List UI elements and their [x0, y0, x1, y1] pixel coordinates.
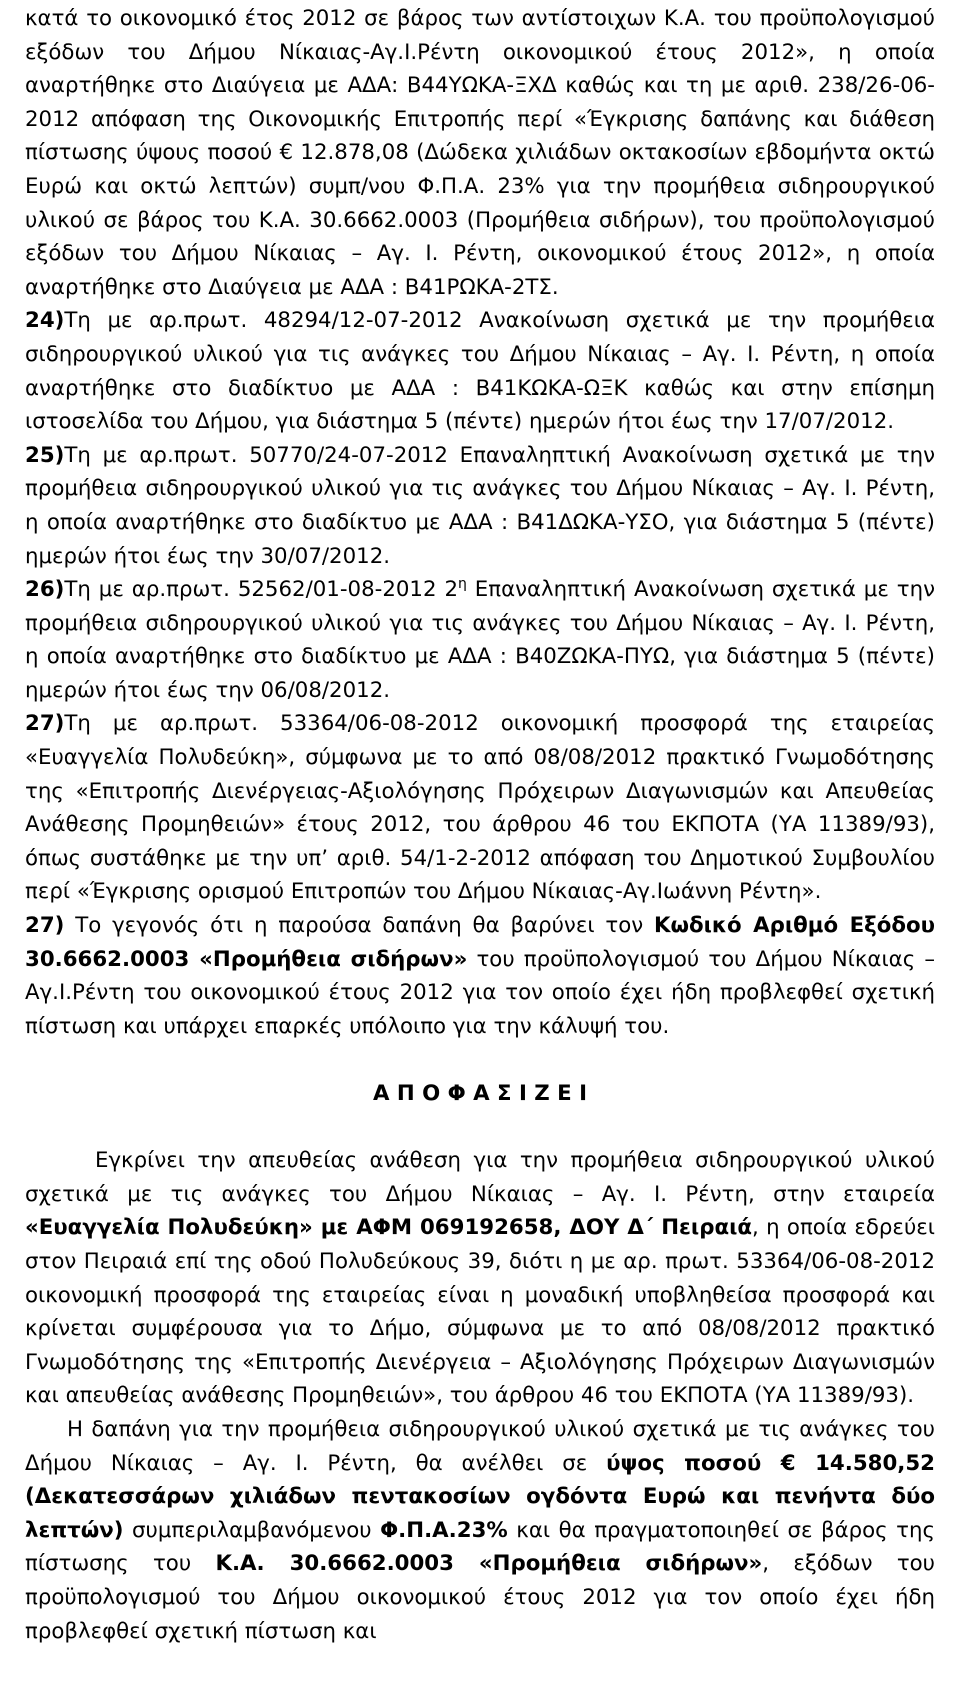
paragraph-intro-text: κατά το οικονομικό έτος 2012 σε βάρος των αντίστοιχων Κ.Α. του προϋπολογισμού εξόδων του Δήμου Νίκαιας-Αγ.Ι.Ρέντη οικονομικού έτους 2012», η οποία αναρτήθηκε στο Διαύγεια με ΑΔΑ: Β44ΥΩΚΑ-ΞΧΔ καθώς και τη με αριθ. 238/26-06-2012 απόφαση της Οικονομικής Επιτροπής περί «Έγκρισης δαπάνης και διάθεση πίστωσης ύψους ποσού € 12.878,08 (Δώδεκα χιλιάδων οκτακοσίων εβδομήντα οκτώ Ευρώ και οκτώ λεπτών) συμπ/νου Φ.Π.Α. 23% για την προμήθεια σιδηρουργικού υλικού σε βάρος του Κ.Α. 30.6662.0003 (Προμήθεια σιδήρων), του προϋπολογισμού εξόδων του Δήμου Νίκαιας – Αγ. Ι. Ρέντη, οικονομικού έτους 2012», η οποία αναρτήθηκε στο Διαύγεια με ΑΔΑ : Β41ΡΩΚΑ-2ΤΣ.	[25, 6, 935, 300]
decision-paragraph-1	[25, 1144, 935, 1413]
item-26	[25, 573, 935, 707]
paragraph-intro	[25, 2, 935, 304]
item-25-text: Τη με αρ.πρωτ. 50770/24-07-2012 Επαναληπτική Ανακοίνωση σχετικά με την προμήθεια σιδηρουργικού υλικού για τις ανάγκες του Δήμου Νίκαιας – Αγ. Ι. Ρέντη, η οποία αναρτήθηκε στο διαδίκτυο με ΑΔΑ : Β41ΔΩΚΑ-ΥΣΟ, για διάστημα 5 (πέντε) ημερών ήτοι έως την 30/07/2012.	[25, 442, 935, 569]
item-27b	[25, 909, 935, 1043]
item-25	[25, 439, 935, 573]
item-24-text: Τη με αρ.πρωτ. 48294/12-07-2012 Ανακοίνωση σχετικά με την προμήθεια σιδηρουργικού υλικού για τις ανάγκες του Δήμου Νίκαιας – Αγ. Ι. Ρέντη, η οποία αναρτήθηκε στο διαδίκτυο με ΑΔΑ : Β41ΚΩΚΑ-ΩΞΚ καθώς και στην επίσημη ιστοσελίδα του Δήμου, για διάστημα 5 (πέντε) ημερών ήτοι έως την 17/07/2012.	[25, 308, 935, 435]
item-25-number: 25)	[25, 442, 65, 468]
item-27a-number: 27)	[25, 711, 65, 737]
item-27b-text-b: του προϋπολογισμού του Δήμου Νίκαιας – Αγ.Ι.Ρέντη του οικονομικού έτους 2012 για τον οποίο έχει ήδη προβλεφθεί σχετική πίστωση και υπάρχει επαρκές υπόλοιπο για την κάλυψή του.	[25, 946, 935, 1039]
item-27b-text-a: Το γεγονός ότι η παρούσα δαπάνη θα βαρύνει τον	[64, 913, 654, 939]
item-27b-bold-code: Κωδικό Αριθμό Εξόδου 30.6662.0003 «Προμήθεια σιδήρων»	[25, 913, 935, 972]
decision-2-text-a: Η δαπάνη για την προμήθεια σιδηρουργικού υλικού σχετικά με τις ανάγκες του Δήμου Νίκαιας – Αγ. Ι. Ρέντη, θα ανέλθει σε	[25, 1416, 935, 1476]
decision-paragraph-2	[25, 1413, 935, 1648]
item-24	[25, 304, 935, 438]
decision-2-text-c: και θα πραγματοποιηθεί σε βάρος της πίστωσης του	[25, 1517, 935, 1577]
decision-1-company: «Ευαγγελία Πολυδεύκη» με ΑΦΜ 069192658, ΔΟΥ Δ΄ Πειραιά	[25, 1215, 753, 1241]
document-page	[25, 2, 935, 1648]
item-27a-text: Τη με αρ.πρωτ. 53364/06-08-2012 οικονομική προσφορά της εταιρείας «Ευαγγελία Πολυδεύκη», σύμφωνα με το από 08/08/2012 πρακτικό Γνωμοδότησης της «Επιτροπής Διενέργειας-Αξιολόγησης Πρόχειρων Διαγωνισμών και Απευθείας Ανάθεσης Προμηθειών» έτους 2012, του άρθρου 46 του ΕΚΠΟΤΑ (ΥΑ 11389/93), όπως συστάθηκε με την υπ’ αριθ. 54/1-2-2012 απόφαση του Δημοτικού Συμβουλίου περί «Έγκρισης ορισμού Επιτροπών του Δήμου Νίκαιας-Αγ.Ιωάννη Ρέντη».	[25, 711, 935, 905]
decision-2-text-b: συμπεριλαμβανόμενου	[123, 1517, 381, 1543]
item-24-number: 24)	[25, 308, 65, 334]
decision-2-account-code: Κ.Α. 30.6662.0003 «Προμήθεια σιδήρων»	[215, 1551, 763, 1577]
decision-heading: Α Π Ο Φ Α Σ Ι Ζ Ε Ι	[372, 1081, 588, 1106]
decision-2-amount: ύψος ποσού € 14.580,52 (Δεκατεσσάρων χιλιάδων πεντακοσίων ογδόντα Ευρώ και πενήντα δύο λεπτών)	[25, 1450, 935, 1543]
decision-2-text-d: , εξόδων του προϋπολογισμού του Δήμου οικονομικού έτους 2012 για τον οποίο έχει ήδη προβλεφθεί σχετική πίστωση και	[25, 1551, 935, 1644]
item-27a	[25, 707, 935, 909]
decision-1-text-b: , η οποία εδρεύει στον Πειραιά επί της οδού Πολυδεύκους 39, διότι η με αρ. πρωτ. 53364/06-08-2012 οικονομική προσφορά της εταιρείας είναι η μοναδική υποβληθείσα προσφορά και κρίνεται συμφέρουσα για το Δήμο, σύμφωνα με το από 08/08/2012 πρακτικό Γνωμοδότησης της «Επιτροπής Διενέργεια – Αξιολόγησης Πρόχειρων Διαγωνισμών και απευθείας ανάθεσης Προμηθειών», του άρθρου 46 του ΕΚΠΟΤΑ (ΥΑ 11389/93).	[25, 1215, 935, 1409]
item-27b-number: 27)	[25, 913, 65, 939]
decision-1-text-a: Εγκρίνει την απευθείας ανάθεση για την προμήθεια σιδηρουργικού υλικού σχετικά με τις ανάγκες του Δήμου Νίκαιας – Αγ. Ι. Ρέντη, στην εταιρεία	[25, 1148, 935, 1207]
item-26-text-a: Τη με αρ.πρωτ. 52562/01-08-2012 2	[64, 577, 458, 603]
item-26-superscript: η	[458, 576, 467, 592]
item-26-text-b: Επαναληπτική Ανακοίνωση σχετικά με την προμήθεια σιδηρουργικού υλικού για τις ανάγκες του Δήμου Νίκαιας – Αγ. Ι. Ρέντη, η οποία αναρτήθηκε στο διαδίκτυο με ΑΔΑ : Β40ΖΩΚΑ-ΠΥΩ, για διάστημα 5 (πέντε) ημερών ήτοι έως την 06/08/2012.	[25, 577, 935, 703]
item-26-number: 26)	[25, 577, 65, 603]
decision-2-vat: Φ.Π.Α.23%	[380, 1517, 508, 1543]
